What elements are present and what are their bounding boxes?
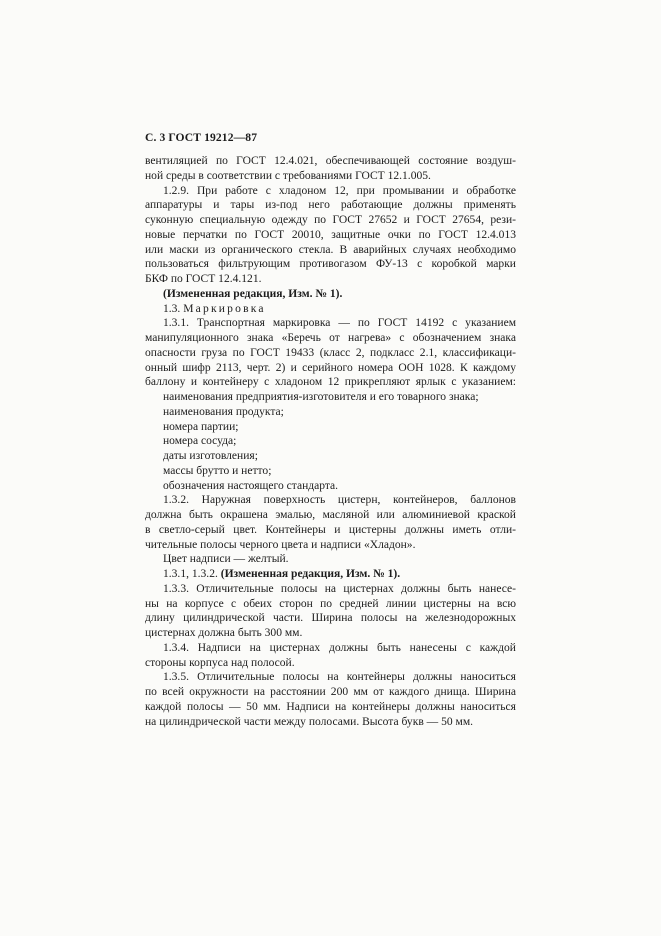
paragraph-1-3-1-line: онный шифр 2113, черт. 2) и серийного номера ООН 1028. К каждому bbox=[145, 361, 516, 374]
change-note-prefix: 1.3.1, 1.3.2. bbox=[163, 568, 221, 580]
paragraph-1-3-2-line: чительные полосы черного цвета и надписи «Хладон». bbox=[145, 538, 416, 551]
change-note: (Измененная редакция, Изм. № 1). bbox=[163, 287, 343, 300]
section-title: Маркировка bbox=[183, 302, 266, 315]
change-note-text: (Измененная редакция, Изм. № 1). bbox=[220, 568, 401, 580]
paragraph-1-3-2-line: должна быть окрашена эмалью, масляной или алюминиевой краской bbox=[145, 509, 516, 521]
paragraph-1-3-4-line: стороны корпуса над полосой. bbox=[145, 656, 295, 669]
list-item: номера сосуда; bbox=[163, 435, 237, 448]
paragraph-1-3-1-line: опасности груза по ГОСТ 19433 (класс 2, подкласс 2.1, классификаци- bbox=[145, 346, 516, 359]
paragraph-1-3-4-line: 1.3.4. Надписи на цистернах должны быть нанесены с каждой bbox=[163, 641, 516, 654]
paragraph-1-2-9-line: пользоваться фильтрующим противогазом ФУ-13 с коробкой марки bbox=[145, 258, 516, 271]
paragraph-1-3-3-line: длину цилиндрической части. Ширина полосы на железнодорожных bbox=[145, 612, 516, 625]
document-body bbox=[145, 154, 516, 729]
list-item: обозначения настоящего стандарта. bbox=[163, 479, 339, 492]
paragraph-1-2-9-line: 1.2.9. При работе с хладоном 12, при промывании и обработке bbox=[163, 184, 516, 197]
paragraph-1-3-5-line: каждой полосы — 50 мм. Надписи на контейнеры должны наноситься bbox=[145, 700, 516, 713]
list-item: массы брутто и нетто; bbox=[163, 464, 272, 477]
section-heading bbox=[145, 302, 516, 317]
paragraph-1-3-1-line: манипуляционного знака «Беречь от нагрева» с обозначением знака bbox=[145, 332, 516, 344]
paragraph-1-3-1-line: баллону и контейнеру с хладоном 12 прикрепляют ярлык с указанием: bbox=[145, 376, 516, 389]
paragraph-1-3-1-line: 1.3.1. Транспортная маркировка — по ГОСТ 14192 с указанием bbox=[163, 317, 516, 330]
paragraph-1-3-5-line: по всей окружности на расстоянии 200 мм от каждого днища. Ширина bbox=[145, 686, 516, 698]
section-number: 1.3. bbox=[163, 302, 181, 315]
list-item: номера партии; bbox=[163, 420, 239, 433]
paragraph-1-3-2-line: 1.3.2. Наружная поверхность цистерн, контейнеров, баллонов bbox=[163, 494, 516, 507]
paragraph-1-2-9-line: суконную специальную одежду по ГОСТ 27652 и ГОСТ 27654, рези- bbox=[145, 214, 516, 226]
change-note bbox=[145, 567, 516, 582]
paragraph-1-2-9-line: БКФ по ГОСТ 12.4.121. bbox=[145, 273, 262, 285]
paragraph-1-2-9-line: аппаратуры и тары из-под него работающие должны применять bbox=[145, 199, 516, 212]
paragraph-1-3-3-line: ны на корпусе с обеих сторон по средней линии цистерны на всю bbox=[145, 597, 516, 610]
list-item: наименования предприятия-изготовителя и его товарного знака; bbox=[163, 391, 479, 403]
text-line: ной среды в соответствии с требованиями ГОСТ 12.1.005. bbox=[145, 169, 431, 182]
page-header: С. 3 ГОСТ 19212—87 bbox=[145, 131, 258, 144]
paragraph-1-3-5-line: 1.3.5. Отличительные полосы на контейнеры должны наноситься bbox=[163, 671, 516, 684]
paragraph-1-3-2-line: в светло-серый цвет. Контейнеры и цистерны должны иметь отли- bbox=[145, 523, 516, 536]
text-line: вентиляцией по ГОСТ 12.4.021, обеспечивающей состояние воздуш- bbox=[145, 155, 516, 167]
paragraph-1-3-5-line: на цилиндрической части между полосами. Высота букв — 50 мм. bbox=[145, 715, 474, 728]
list-item: даты изготовления; bbox=[163, 450, 258, 462]
list-item: наименования продукта; bbox=[163, 405, 284, 418]
color-line: Цвет надписи — желтый. bbox=[163, 553, 289, 566]
paragraph-1-3-3-line: 1.3.3. Отличительные полосы на цистернах должны быть нанесе- bbox=[163, 582, 516, 595]
paragraph-1-3-3-line: цистернах должна быть 300 мм. bbox=[145, 627, 303, 639]
paragraph-1-2-9-line: новые перчатки по ГОСТ 20010, защитные очки по ГОСТ 12.4.013 bbox=[145, 228, 516, 241]
paragraph-1-2-9-line: или маски из органического стекла. В аварийных случаях необходимо bbox=[145, 243, 516, 256]
